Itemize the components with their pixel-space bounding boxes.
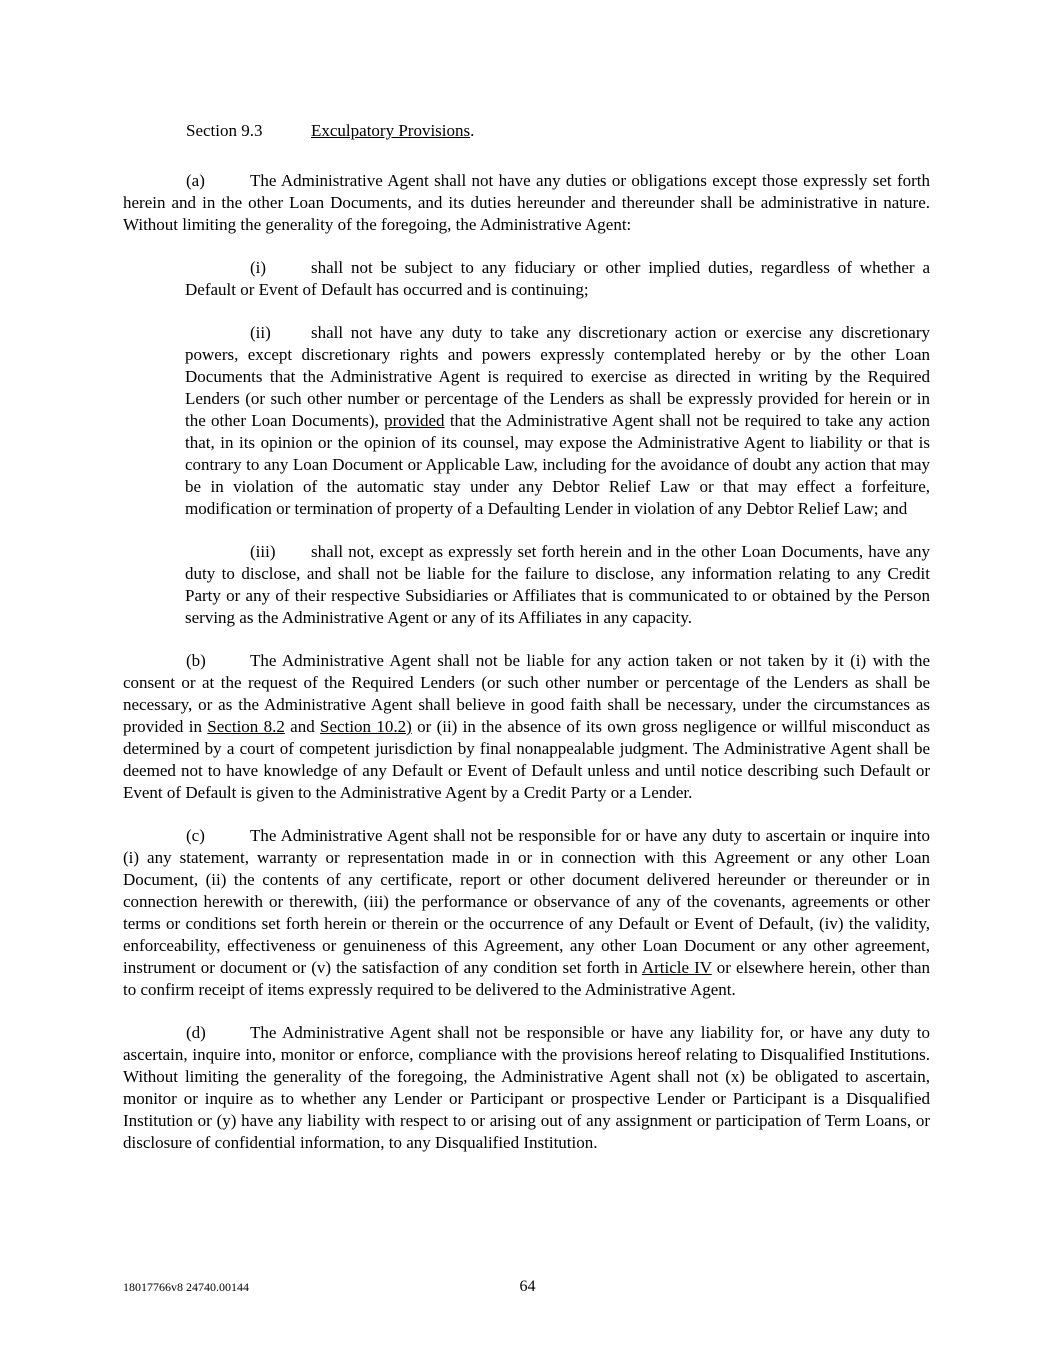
paragraph-text: that the Administrative Agent shall not be required to take any action that, in its opinion or the opinion of its counsel, may expose the Administrative Agent to liability or that is contrary to any Loan Document or Applicable Law, including for the avoidance of doubt any action that may be in violation of the automatic stay under any Debtor Relief Law or that may effect a forfeiture, modification or termination of property of a Defaulting Lender in violation of any Debtor Relief Law; and	[185, 411, 931, 518]
section-title: Exculpatory Provisions	[311, 121, 471, 140]
paragraph-label: (a)	[186, 171, 205, 190]
paragraph-label: (i)	[250, 258, 267, 277]
paragraph-text: shall not, except as expressly set forth herein and in the other Loan Documents, have any duty to disclose, and shall not be liable for the failure to disclose, any information relating to any Credit Party or any of their respective Subsidiaries or Affiliates that is communicated to or obtained by the Person serving as the Administrative Agent or any of its Affiliates in any capacity.	[185, 542, 930, 627]
paragraph-text: and	[284, 717, 321, 736]
paragraph-label: (b)	[186, 651, 206, 670]
paragraph-text: or elsewhere herein, other than to confirm receipt of items expressly required to be delivered to the Administrative Agent.	[123, 958, 930, 999]
cross-reference: provided	[384, 411, 445, 430]
paragraph-text: The Administrative Agent shall not be liable for any action taken or not taken by it (i) with the consent or at the request of the Required Lenders (or such other number or percentage of the Lenders as shall be necessary, or as the Administrative Agent shall believe in good faith shall be necessary, under the circumstances as provided in	[123, 651, 930, 736]
cross-reference: Article IV	[641, 958, 712, 977]
section-heading	[186, 120, 930, 142]
paragraphs	[123, 170, 930, 1154]
paragraph	[123, 650, 930, 804]
footer-page-number: 64	[519, 1278, 536, 1295]
cross-reference: Section 10.2)	[320, 717, 412, 736]
paragraph	[123, 170, 930, 236]
document-content	[123, 120, 930, 1175]
paragraph-text: The Administrative Agent shall not be responsible for or have any duty to ascertain or inquire into (i) any statement, warranty or representation made in or in connection with this Agreement or any other Loan Document, (ii) the contents of any certificate, report or other document delivered hereunder or thereunder or in connection herewith or therewith, (iii) the performance or observance of any of the covenants, agreements or other terms or conditions set forth herein or therein or the occurrence of any Default or Event of Default, (iv) the validity, enforceability, effectiveness or genuineness of this Agreement, any other Loan Document or any other agreement, instrument or document or (v) the satisfaction of any condition set forth in	[123, 826, 930, 977]
paragraph-label: (d)	[186, 1023, 206, 1042]
section-title-suffix: .	[470, 121, 475, 140]
section-number: Section 9.3	[186, 121, 263, 140]
footer-document-id: 18017766v8 24740.00144	[123, 1280, 249, 1294]
paragraph-text: shall not be subject to any fiduciary or other implied duties, regardless of whether a Default or Event of Default has occurred and is continuing;	[185, 258, 930, 299]
cross-reference: Section 8.2	[207, 717, 285, 736]
paragraph-text: or (ii) in the absence of its own gross negligence or willful misconduct as determined by a court of competent jurisdiction by final nonappealable judgment. The Administrative Agent shall be deemed not to have knowledge of any Default or Event of Default unless and until notice describing such Default or Event of Default is given to the Administrative Agent by a Credit Party or a Lender.	[123, 717, 931, 802]
paragraph-text: The Administrative Agent shall not be responsible or have any liability for, or have any duty to ascertain, inquire into, monitor or enforce, compliance with the provisions hereof relating to Disqualified Institutions. Without limiting the generality of the foregoing, the Administrative Agent shall not (x) be obligated to ascertain, monitor or inquire as to whether any Lender or Participant or prospective Lender or Participant is a Disqualified Institution or (y) have any liability with respect to or arising out of any assignment or participation of Term Loans, or disclosure of confidential information, to any Disqualified Institution.	[123, 1023, 930, 1152]
paragraph-text: shall not have any duty to take any discretionary action or exercise any discretionary powers, except discretionary rights and powers expressly contemplated hereby or by the other Loan Documents that the Administrative Agent is required to exercise as directed in writing by the Required Lenders (or such other number or percentage of the Lenders as shall be expressly provided for herein or in the other Loan Documents),	[185, 323, 930, 430]
paragraph	[185, 322, 930, 520]
paragraph-label: (ii)	[250, 323, 271, 342]
paragraph	[185, 257, 930, 301]
paragraph	[123, 1022, 930, 1154]
paragraph-label: (iii)	[250, 542, 276, 561]
paragraph	[185, 541, 930, 629]
paragraph	[123, 825, 930, 1001]
paragraph-label: (c)	[186, 826, 205, 845]
paragraph-text: The Administrative Agent shall not have any duties or obligations except those expressly set forth herein and in the other Loan Documents, and its duties hereunder and thereunder shall be administrative in nature. Without limiting the generality of the foregoing, the Administrative Agent:	[123, 171, 930, 234]
